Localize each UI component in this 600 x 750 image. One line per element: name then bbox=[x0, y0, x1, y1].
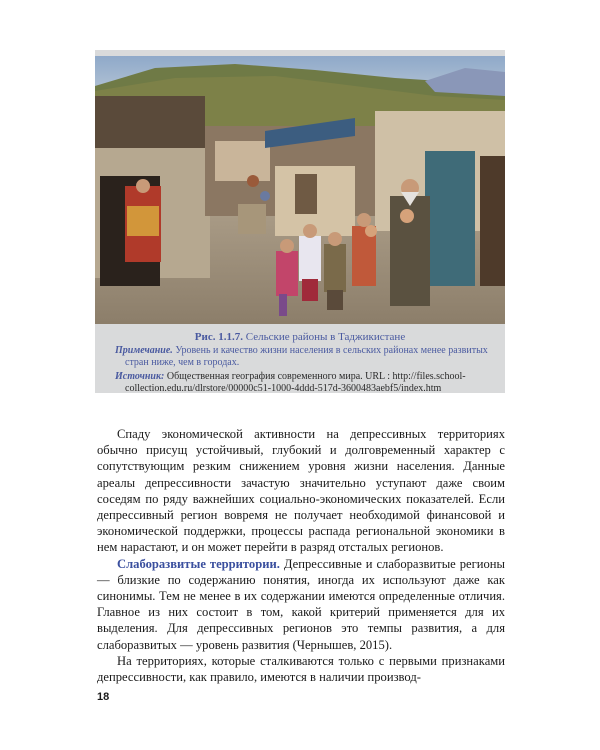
figure-label: Рис. 1.1.7. bbox=[194, 331, 243, 343]
source-label: Источник: bbox=[115, 370, 165, 382]
page-number: 18 bbox=[97, 691, 110, 703]
paragraph-text: Спаду экономической активности на депрессивных территориях обычно присущ устойчивый, глубокий и долговременный характер с сопутствующим резким снижением уровня жизни населения. Данные ареалы депрессивности зачастую значительно уступают даже своим соседям по ряду важнейших социально-экономических показателей. Если депрессивный регион вовремя не получает необходимой финансовой и экономической поддержки, процессы распада региональной экономики в нем нарастают, и он может перейти в разряд отсталых регионов. bbox=[97, 427, 505, 555]
paragraph-text: Депрессивные и слаборазвитые регионы — близкие по содержанию понятия, иногда их используют даже как синонимы. Тем не менее в их содержании имеются определенные отличия. Главное из них состоит в том, какой критерий применяется для их выделения. Для депрессивных регионов это темпы развития, а для слаборазвитых — уровень развития (Чернышев, 2015). bbox=[97, 556, 505, 652]
note-text: Уровень и качество жизни населения в сельских районах менее развитых стран ниже, чем в городах. bbox=[125, 344, 488, 368]
note-label: Примечание. bbox=[115, 344, 173, 356]
paragraph-text: На территориях, которые сталкиваются только с первыми признаками депрессивности, как правило, имеются в наличии производ- bbox=[97, 653, 505, 685]
paragraph bbox=[97, 556, 505, 653]
figure-source bbox=[115, 370, 491, 396]
source-text: Общественная география современного мира. URL : http://files.school-collection.edu.ru/dlrstore/00000c51-1000-4ddd-517d-3600483aebf5/index.htm bbox=[125, 370, 466, 394]
paragraph bbox=[97, 653, 505, 685]
figure-caption bbox=[95, 326, 505, 393]
figure-note bbox=[115, 344, 491, 370]
section-title: Слаборазвитые территории. bbox=[117, 556, 280, 571]
figure bbox=[95, 50, 505, 393]
figure-title-text: Сельские районы в Таджикистане bbox=[245, 331, 406, 343]
body-text bbox=[97, 426, 505, 685]
figure-title bbox=[95, 331, 505, 344]
photo-rural-tajikistan bbox=[95, 56, 505, 324]
paragraph bbox=[97, 426, 505, 556]
